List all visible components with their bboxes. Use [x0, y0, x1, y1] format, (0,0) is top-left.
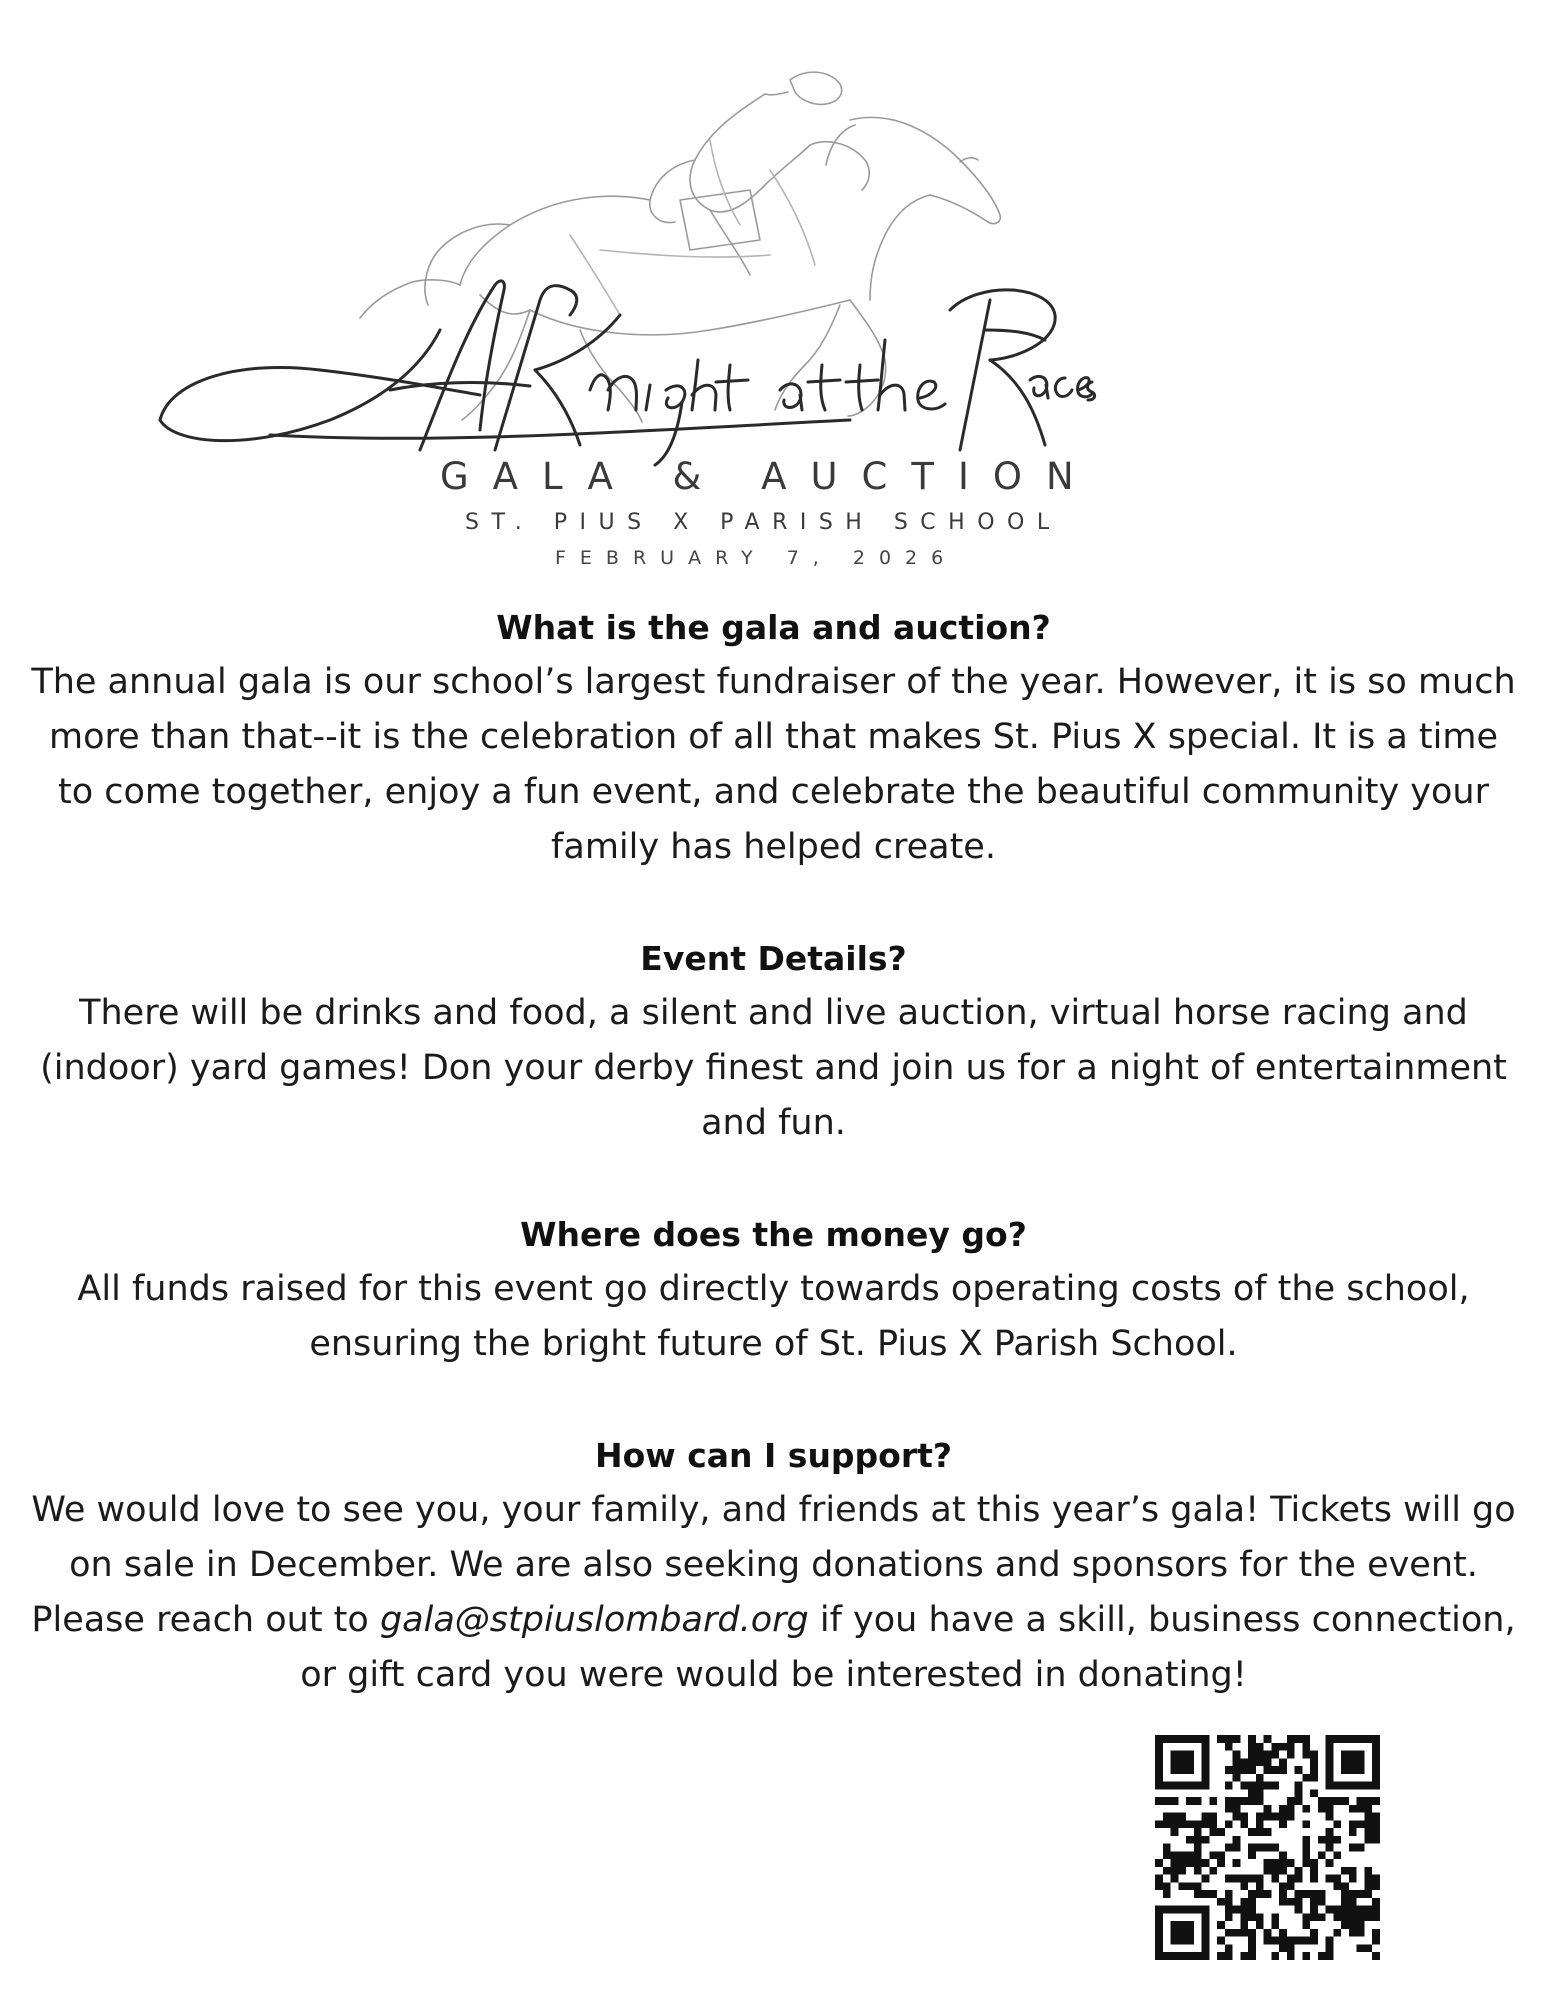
- section-how-to-support: [30, 1428, 1517, 1703]
- section-event-details: [30, 931, 1517, 1151]
- event-subtitle: GALA & AUCTION: [440, 455, 1098, 498]
- section-heading: Event Details?: [640, 939, 907, 978]
- main-content: [30, 600, 1517, 1759]
- script-title: [150, 270, 1100, 480]
- qr-code-icon[interactable]: [1155, 1735, 1380, 1960]
- section-heading: How can I support?: [594, 1436, 953, 1475]
- section-what-is-gala: [30, 600, 1517, 875]
- section-body: The annual gala is our school’s largest fundraiser of the year. However, it is so much more than that--it is the celebration of all that makes St. Pius X special. It is a time to come together, enjoy a fun event, and celebrate the beautiful community your family has helped create.: [31, 662, 1516, 867]
- section-where-money-goes: [30, 1207, 1517, 1372]
- section-body: There will be drinks and food, a silent and live auction, virtual horse racing and (indoor) yard games! Don your derby finest and join us for a night of entertainment and fun.: [40, 993, 1507, 1143]
- school-name: ST. PIUS X PARISH SCHOOL: [465, 510, 1062, 535]
- section-body: [30, 1483, 1517, 1703]
- section-heading: What is the gala and auction?: [496, 608, 1051, 647]
- section-body: All funds raised for this event go directly towards operating costs of the school, ensuring the bright future of St. Pius X Parish School.: [77, 1269, 1470, 1364]
- email-link[interactable]: gala@stpiuslombard.org: [379, 1600, 809, 1640]
- event-date: FEBRUARY 7, 2026: [555, 547, 958, 569]
- support-text-before: We would love to see you, your family, and friends at this year’s gala! Tickets will go on sale in December. We are also seeking donations and sponsors for the event. Please reach out to: [31, 1490, 1516, 1640]
- section-heading: Where does the money go?: [520, 1215, 1027, 1254]
- support-text-after: if you have a skill, business connection, or gift card you were would be interested in donating!: [300, 1600, 1516, 1695]
